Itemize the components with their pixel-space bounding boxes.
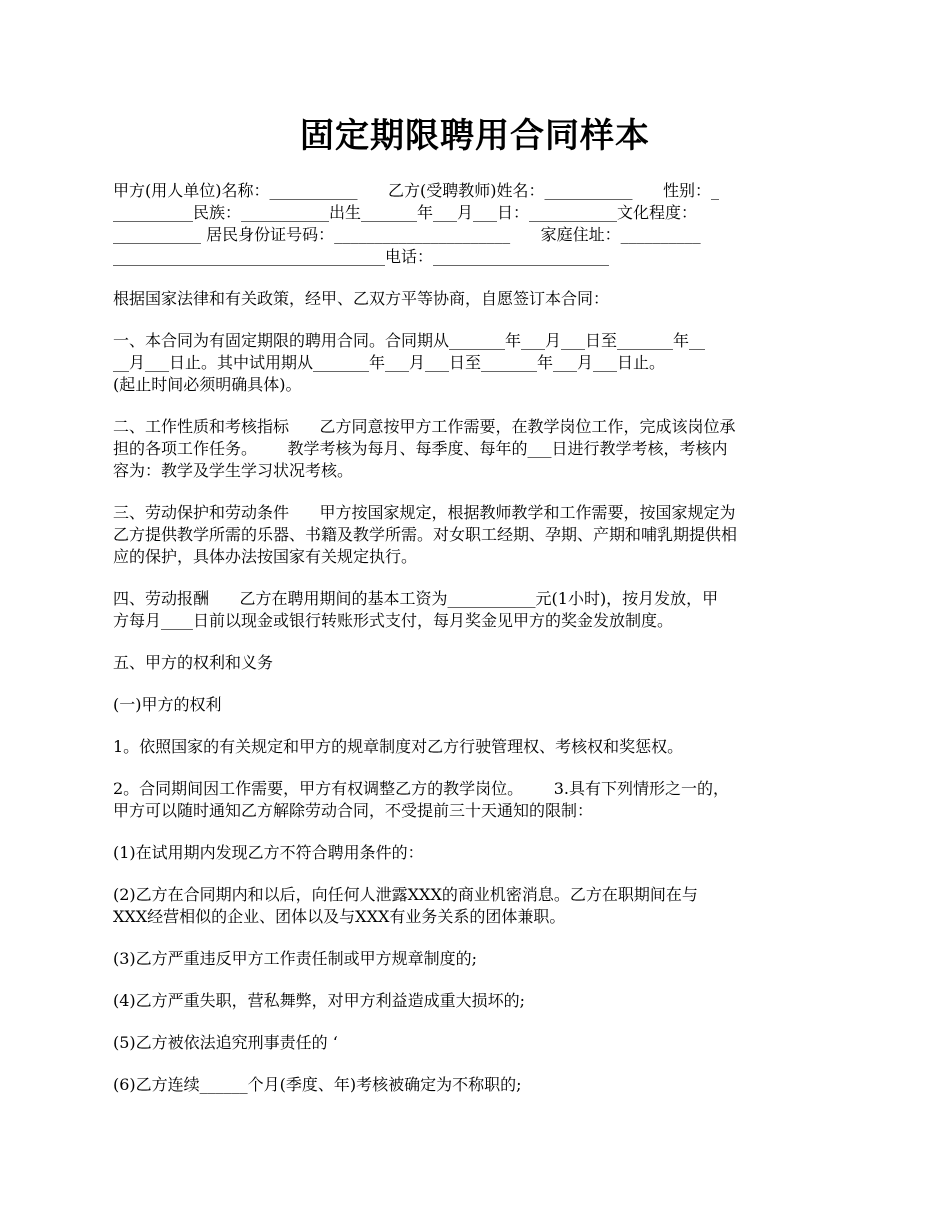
paragraph-gap	[113, 310, 841, 330]
paragraph	[113, 1032, 841, 1054]
paragraph	[113, 1074, 841, 1096]
paragraph	[113, 884, 841, 928]
text-line: XXX经营相似的企业、团体以及与XXX有业务关系的团体兼职。	[113, 907, 566, 926]
paragraph	[113, 588, 841, 632]
text-line: 乙方提供教学所需的乐器、书籍及教学所需。对女职工经期、孕期、产期和哺乳期提供相	[113, 525, 738, 544]
document-body	[113, 180, 841, 1096]
paragraph-gap	[113, 1054, 841, 1074]
paragraph	[113, 778, 841, 822]
paragraph-gap	[113, 568, 841, 588]
text-line: 四、劳动报酬 乙方在聘用期间的基本工资为___________元(1小时)，按月发放，甲	[113, 589, 719, 608]
paragraph	[113, 416, 841, 482]
text-line: 二、工作性质和考核指标 乙方同意按甲方工作需要，在教学岗位工作，完成该岗位承	[113, 417, 736, 436]
text-line: 2。合同期间因工作需要，甲方有权调整乙方的教学岗位。 3.具有下列情形之一的，	[113, 779, 729, 798]
paragraph-gap	[113, 482, 841, 502]
paragraph	[113, 330, 841, 396]
text-line: (5)乙方被依法追究刑事责任的 ‘	[113, 1033, 338, 1052]
paragraph-gap	[113, 970, 841, 990]
text-line: (4)乙方严重失职，营私舞弊，对甲方利益造成重大损坏的;	[113, 991, 526, 1010]
text-line: __月___日止。其中试用期从_______年___月___日至_______年___月___日止。	[113, 353, 666, 372]
paragraph	[113, 694, 841, 716]
paragraph	[113, 990, 841, 1012]
paragraph	[113, 652, 841, 674]
paragraph	[113, 736, 841, 758]
text-line: 1。依照国家的有关规定和甲方的规章制度对乙方行驶管理权、考核权和奖惩权。	[113, 737, 684, 756]
paragraph	[113, 502, 841, 568]
page-title: 固定期限聘用合同样本	[300, 116, 650, 156]
paragraph-gap	[113, 1012, 841, 1032]
text-line: (一)甲方的权利	[113, 695, 222, 714]
text-line: ___________ 居民身份证号码：______________________ 家庭住址：__________	[113, 225, 701, 244]
paragraph-gap	[113, 716, 841, 736]
paragraph-gap	[113, 758, 841, 778]
text-line: 三、劳动保护和劳动条件 甲方按国家规定，根据教师教学和工作需要，按国家规定为	[113, 503, 736, 522]
paragraph-gap	[113, 632, 841, 652]
paragraph	[113, 948, 841, 970]
paragraph	[113, 288, 841, 310]
text-line: 甲方可以随时通知乙方解除劳动合同，不受提前三十天通知的限制：	[113, 801, 594, 820]
text-line: 甲方(用人单位)名称：___________ 乙方(受聘教师)姓名：___________ 性别：_	[113, 181, 720, 200]
text-line: 五、甲方的权利和义务	[113, 653, 274, 672]
text-line: (2)乙方在合同期内和以后，向任何人泄露XXX的商业机密消息。乙方在职期间在与	[113, 885, 698, 904]
text-line: (起止时间必须明确具体)。	[113, 375, 302, 394]
text-line: 方每月____日前以现金或银行转账形式支付，每月奖金见甲方的奖金发放制度。	[113, 611, 674, 630]
text-line: 应的保护，具体办法按国家有关规定执行。	[113, 547, 418, 566]
text-line: (1)在试用期内发现乙方不符合聘用条件的：	[113, 843, 424, 862]
paragraph-gap	[113, 268, 841, 288]
text-line: 一、本合同为有固定期限的聘用合同。合同期从_______年___月___日至_______年__	[113, 331, 706, 350]
text-line: __________________________________电话：______________________	[113, 247, 610, 266]
paragraph-gap	[113, 928, 841, 948]
text-line: (3)乙方严重违反甲方工作责任制或甲方规章制度的;	[113, 949, 478, 968]
text-line: 担的各项工作任务。 教学考核为每月、每季度、每年的___日进行教学考核，考核内	[113, 439, 728, 458]
text-line: 根据国家法律和有关政策，经甲、乙双方平等协商，自愿签订本合同：	[113, 289, 610, 308]
paragraph	[113, 842, 841, 864]
paragraph-gap	[113, 822, 841, 842]
paragraph-gap	[113, 864, 841, 884]
paragraph-gap	[113, 674, 841, 694]
text-line: 容为：教学及学生学习状况考核。	[113, 461, 354, 480]
paragraph	[113, 180, 841, 268]
paragraph-gap	[113, 396, 841, 416]
text-line: __________民族：___________出生_______年___月___日：___________文化程度：	[113, 203, 698, 222]
text-line: (6)乙方连续______个月(季度、年)考核被确定为不称职的;	[113, 1075, 522, 1094]
